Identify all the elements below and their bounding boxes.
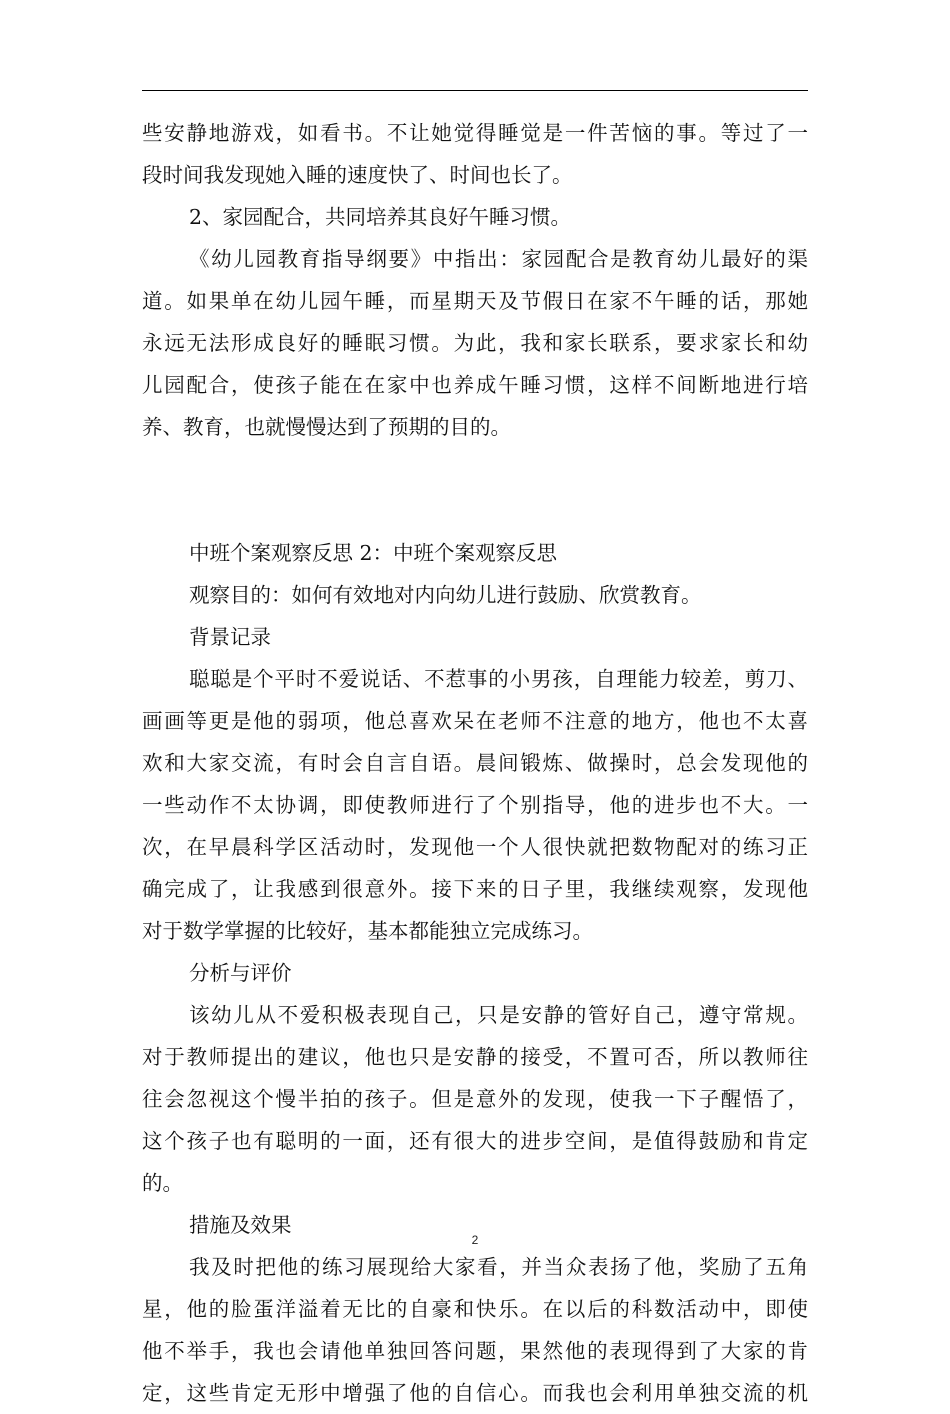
text-block-case-observation <box>142 532 808 1414</box>
text-line: 养、教育，也就慢慢达到了预期的目的。 <box>142 415 511 439</box>
text-line: 我及时把他的练习展现给大家看，并当众表扬了他，奖励了五角 <box>189 1255 808 1279</box>
text-line: 背景记录 <box>189 625 271 649</box>
text-line: 中班个案观察反思 2：中班个案观察反思 <box>189 541 558 565</box>
text-line: 他不举手，我也会请他单独回答问题，果然他的表现得到了大家的肯 <box>142 1339 808 1363</box>
text-line: 确完成了，让我感到很意外。接下来的日子里，我继续观察，发现他 <box>142 877 808 901</box>
page-number: 2 <box>471 1233 479 1247</box>
text-line: 道。如果单在幼儿园午睡，而星期天及节假日在家不午睡的话，那她 <box>142 289 808 313</box>
text-line: 观察目的：如何有效地对内向幼儿进行鼓励、欣赏教育。 <box>189 583 702 607</box>
text-block-nap-habit <box>142 112 808 448</box>
document-body <box>142 112 808 1414</box>
text-line: 星，他的脸蛋洋溢着无比的自豪和快乐。在以后的科数活动中，即使 <box>142 1297 808 1321</box>
text-line: 对于数学掌握的比较好，基本都能独立完成练习。 <box>142 919 593 943</box>
text-line: 往会忽视这个慢半拍的孩子。但是意外的发现，使我一下子醒悟了， <box>142 1087 808 1111</box>
text-line: 次，在早晨科学区活动时，发现他一个人很快就把数物配对的练习正 <box>142 835 808 859</box>
text-line: 的。 <box>142 1171 183 1195</box>
text-line: 措施及效果 <box>189 1213 292 1237</box>
text-line: 些安静地游戏，如看书。不让她觉得睡觉是一件苦恼的事。等过了一 <box>142 121 808 145</box>
text-line: 画画等更是他的弱项，他总喜欢呆在老师不注意的地方，他也不太喜 <box>142 709 808 733</box>
text-line: 一些动作不太协调，即使教师进行了个别指导，他的进步也不大。一 <box>142 793 808 817</box>
text-line: 定，这些肯定无形中增强了他的自信心。而我也会利用单独交流的机 <box>142 1381 808 1405</box>
text-line: 《幼儿园教育指导纲要》中指出：家园配合是教育幼儿最好的渠 <box>189 247 808 271</box>
text-line: 对于教师提出的建议，他也只是安静的接受，不置可否，所以教师往 <box>142 1045 808 1069</box>
text-line: 分析与评价 <box>189 961 292 985</box>
text-line: 2、家园配合，共同培养其良好午睡习惯。 <box>189 205 572 229</box>
text-line: 该幼儿从不爱积极表现自己，只是安静的管好自己，遵守常规。 <box>189 1003 808 1027</box>
header-rule <box>142 90 808 91</box>
text-line: 这个孩子也有聪明的一面，还有很大的进步空间，是值得鼓励和肯定 <box>142 1129 808 1153</box>
text-line: 聪聪是个平时不爱说话、不惹事的小男孩，自理能力较差，剪刀、 <box>189 667 808 691</box>
section-gap <box>142 448 808 532</box>
text-line: 欢和大家交流，有时会自言自语。晨间锻炼、做操时，总会发现他的 <box>142 751 808 775</box>
text-line: 儿园配合，使孩子能在在家中也养成午睡习惯，这样不间断地进行培 <box>142 373 808 397</box>
text-line: 永远无法形成良好的睡眠习惯。为此，我和家长联系，要求家长和幼 <box>142 331 808 355</box>
text-line: 段时间我发现她入睡的速度快了、时间也长了。 <box>142 163 573 187</box>
